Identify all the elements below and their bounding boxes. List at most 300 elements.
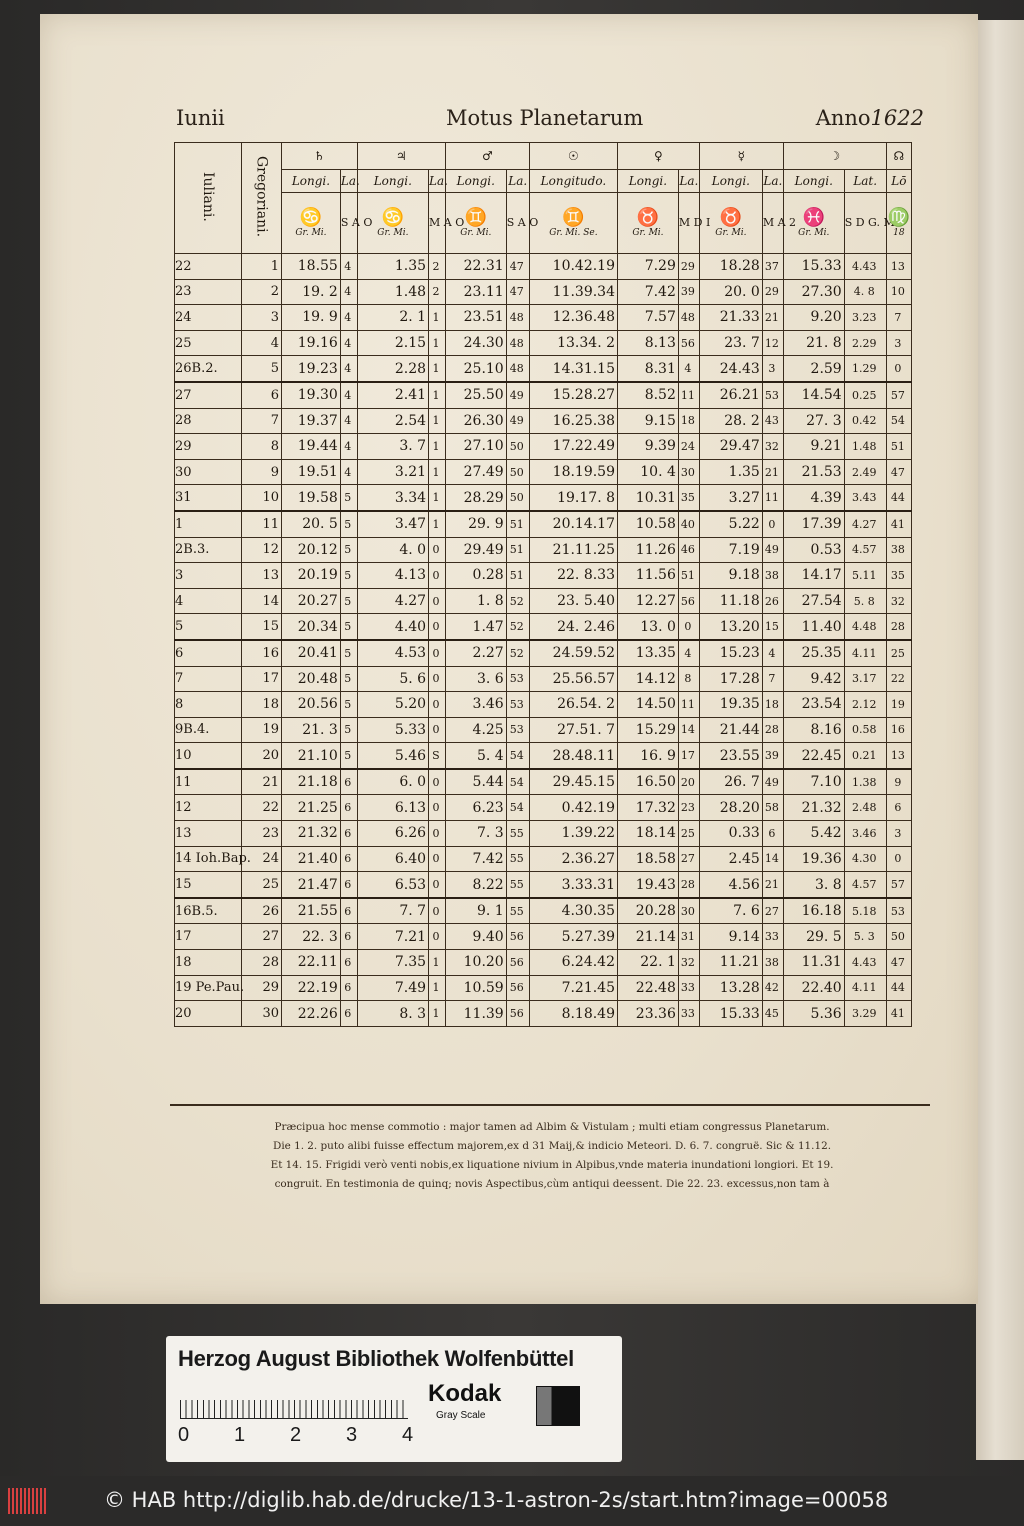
mars-longitude: 27.10	[445, 434, 506, 460]
moon-latitude: 3.17	[844, 666, 886, 692]
mars-latitude: 56	[506, 924, 529, 950]
mars-longitude: 10.59	[445, 975, 506, 1001]
moon-latitude: 1.29	[844, 356, 886, 382]
saturn-latitude: 4	[340, 305, 357, 331]
julian-day: 20	[175, 1001, 242, 1027]
venus-latitude: 20	[678, 769, 699, 795]
node-symbol: ☊	[886, 143, 911, 170]
mars-latitude: 56	[506, 1001, 529, 1027]
ephemeris-body	[175, 254, 912, 1027]
sun-longitude: 21.11.25	[529, 537, 617, 563]
sun-longitude: 22. 8.33	[529, 563, 617, 589]
mars-latitude: 47	[506, 254, 529, 280]
table-row	[175, 511, 912, 537]
mercury-latitude: 49	[762, 769, 783, 795]
gregorian-day: 5	[242, 356, 282, 382]
gregorian-label: Gregoriani.	[253, 155, 270, 237]
node-longitude: 51	[886, 434, 911, 460]
table-row	[175, 588, 912, 614]
table-row	[175, 950, 912, 976]
gregorian-day: 6	[242, 382, 282, 408]
table-row	[175, 537, 912, 563]
venus-latitude: 33	[678, 1001, 699, 1027]
saturn-latitude: 6	[340, 795, 357, 821]
sun-longitude: 8.18.49	[529, 1001, 617, 1027]
jupiter-longitude: 6.53	[357, 872, 428, 898]
table-row	[175, 305, 912, 331]
saturn-longitude: 20.19	[282, 563, 341, 589]
jupiter-latitude: 1	[429, 356, 446, 382]
saturn-latitude: 5	[340, 485, 357, 511]
mars-latitude: 51	[506, 563, 529, 589]
gregorian-day: 13	[242, 563, 282, 589]
saturn-latitude: 5	[340, 563, 357, 589]
jupiter-latitude: 0	[429, 666, 446, 692]
table-row	[175, 924, 912, 950]
moon-longitude: 16.18	[783, 898, 844, 924]
mars-latitude: 48	[506, 330, 529, 356]
saturn-longitude: 21.55	[282, 898, 341, 924]
node-longitude: 16	[886, 717, 911, 743]
mars-longitude: 24.30	[445, 330, 506, 356]
saturn-longitude: 22.26	[282, 1001, 341, 1027]
sun-units: Gr. Mi. Se.	[549, 228, 598, 238]
jupiter-latitude: 0	[429, 898, 446, 924]
node-longitude: 13	[886, 254, 911, 280]
mercury-longitude: 18.28	[699, 254, 762, 280]
mars-latitude: 56	[506, 950, 529, 976]
node-sign-cell	[886, 193, 911, 254]
mars-latitude: 54	[506, 795, 529, 821]
julian-day: 14 Ioh.Bap.	[175, 846, 242, 872]
sun-longitude: 13.34. 2	[529, 330, 617, 356]
sun-longitude: 12.36.48	[529, 305, 617, 331]
saturn-latitude: 5	[340, 692, 357, 718]
sun-longitude: 14.31.15	[529, 356, 617, 382]
mars-latitude: 54	[506, 743, 529, 769]
moon-latitude: 3.23	[844, 305, 886, 331]
mercury-longitude: 1.35	[699, 459, 762, 485]
mercury-longitude: 7.19	[699, 537, 762, 563]
saturn-latitude: 6	[340, 975, 357, 1001]
mercury-longitude: 0.33	[699, 821, 762, 847]
venus-longitude: 10.31	[618, 485, 679, 511]
julian-day: 16B.5.	[175, 898, 242, 924]
table-row	[175, 279, 912, 305]
julian-day: 1	[175, 511, 242, 537]
gregorian-day: 12	[242, 537, 282, 563]
jupiter-latitude: 0	[429, 588, 446, 614]
gregorian-day: 20	[242, 743, 282, 769]
jupiter-longitude: 2.15	[357, 330, 428, 356]
table-row	[175, 563, 912, 589]
julian-day: 23	[175, 279, 242, 305]
saturn-la-label: La.	[340, 170, 357, 193]
mars-longitude: 9.40	[445, 924, 506, 950]
node-longitude: 19	[886, 692, 911, 718]
mars-longitude: 23.51	[445, 305, 506, 331]
mars-symbol: ♂	[445, 143, 529, 170]
moon-symbol: ☽	[783, 143, 886, 170]
node-longitude: 10	[886, 279, 911, 305]
venus-longitude: 8.52	[618, 382, 679, 408]
table-row	[175, 356, 912, 382]
jupiter-latitude: 0	[429, 821, 446, 847]
mars-latitude: 55	[506, 846, 529, 872]
gemini-sign-icon: ♊	[464, 207, 487, 228]
mars-latitude: 51	[506, 537, 529, 563]
saturn-latitude: 4	[340, 459, 357, 485]
mercury-latitude: 21	[762, 459, 783, 485]
node-longitude: 35	[886, 563, 911, 589]
julian-day: 11	[175, 769, 242, 795]
gregorian-day: 10	[242, 485, 282, 511]
jupiter-latitude: 0	[429, 769, 446, 795]
moon-latitude: 0.25	[844, 382, 886, 408]
mars-latitude: 52	[506, 640, 529, 666]
jupiter-latitude: 0	[429, 640, 446, 666]
venus-longitude: 10.58	[618, 511, 679, 537]
moon-latitude: 2.49	[844, 459, 886, 485]
julian-day: 13	[175, 821, 242, 847]
venus-longitude: 23.36	[618, 1001, 679, 1027]
mercury-symbol: ☿	[699, 143, 783, 170]
ruler-tick-mask	[180, 1386, 408, 1400]
table-row	[175, 846, 912, 872]
venus-latitude: 8	[678, 666, 699, 692]
moon-latitude: 3.29	[844, 1001, 886, 1027]
moon-latitude: 2.48	[844, 795, 886, 821]
venus-latitude: 14	[678, 717, 699, 743]
moon-longitude: 22.45	[783, 743, 844, 769]
saturn-latitude: 5	[340, 666, 357, 692]
saturn-longitude: 21.32	[282, 821, 341, 847]
saturn-latitude: 4	[340, 330, 357, 356]
mars-longitude: 26.30	[445, 408, 506, 434]
jupiter-la-label: La.	[429, 170, 446, 193]
mercury-longitude: 20. 0	[699, 279, 762, 305]
saturn-latitude: 6	[340, 846, 357, 872]
mars-latitude: 53	[506, 692, 529, 718]
mars-latitude: 50	[506, 485, 529, 511]
jupiter-longitude: 5. 6	[357, 666, 428, 692]
sun-longitude: 2.36.27	[529, 846, 617, 872]
barcode-icon	[8, 1488, 46, 1514]
moon-latitude: 4. 8	[844, 279, 886, 305]
moon-longitude: 19.36	[783, 846, 844, 872]
venus-latitude: 30	[678, 459, 699, 485]
mercury-longitude: 19.35	[699, 692, 762, 718]
jupiter-latitude: 1	[429, 330, 446, 356]
table-row	[175, 795, 912, 821]
gregorian-day: 11	[242, 511, 282, 537]
node-longitude: 38	[886, 537, 911, 563]
ruler-number: 2	[290, 1424, 302, 1446]
saturn-symbol: ♄	[282, 143, 358, 170]
jupiter-longitude: 3.47	[357, 511, 428, 537]
sun-sign-cell	[529, 193, 617, 254]
jupiter-longitude: 4.53	[357, 640, 428, 666]
venus-latitude: 23	[678, 795, 699, 821]
cancer-sign-icon: ♋	[299, 207, 323, 228]
mercury-latitude: 12	[762, 330, 783, 356]
mars-longitude: 10.20	[445, 950, 506, 976]
mercury-longitude: 13.28	[699, 975, 762, 1001]
sun-longitude: 26.54. 2	[529, 692, 617, 718]
mars-longitude: 25.10	[445, 356, 506, 382]
jupiter-longitude: 2.54	[357, 408, 428, 434]
gregorian-day: 18	[242, 692, 282, 718]
mars-latitude: 54	[506, 769, 529, 795]
mars-latitude: 50	[506, 434, 529, 460]
saturn-longitude: 22.11	[282, 950, 341, 976]
mercury-longitude: 21.33	[699, 305, 762, 331]
mars-longitude: 25.50	[445, 382, 506, 408]
saturn-longitude: 21.40	[282, 846, 341, 872]
jupiter-latitude: 1	[429, 950, 446, 976]
mercury-latitude: 58	[762, 795, 783, 821]
library-label	[166, 1336, 622, 1462]
saturn-latitude: 6	[340, 950, 357, 976]
sun-longitude: 11.39.34	[529, 279, 617, 305]
julian-day: 5	[175, 614, 242, 640]
mercury-latitude: 7	[762, 666, 783, 692]
gregorian-day: 25	[242, 872, 282, 898]
saturn-longitude: 20.56	[282, 692, 341, 718]
mars-latitude: 52	[506, 588, 529, 614]
mercury-longitude: 17.28	[699, 666, 762, 692]
moon-latitude: 4.30	[844, 846, 886, 872]
mercury-ma2: M A 2	[762, 216, 797, 229]
venus-mdi: M D I	[678, 216, 711, 229]
mercury-latitude: 29	[762, 279, 783, 305]
mars-longitude: 22.31	[445, 254, 506, 280]
venus-longitude: 20.28	[618, 898, 679, 924]
moon-longitude: 5.42	[783, 821, 844, 847]
mercury-longitude: 9.14	[699, 924, 762, 950]
year-prefix: Anno	[815, 106, 871, 130]
venus-longitude: 22. 1	[618, 950, 679, 976]
jupiter-longitude: 8. 3	[357, 1001, 428, 1027]
jupiter-longitude: 5.33	[357, 717, 428, 743]
gregorian-day: 4	[242, 330, 282, 356]
moon-longitude: 11.40	[783, 614, 844, 640]
saturn-longitude: 21.25	[282, 795, 341, 821]
table-bottom-rule	[170, 1104, 930, 1106]
moon-lat-label: Lat.	[844, 170, 886, 193]
saturn-latitude: 5	[340, 717, 357, 743]
moon-longitude: 4.39	[783, 485, 844, 511]
venus-longitude: 14.50	[618, 692, 679, 718]
gregorian-day: 22	[242, 795, 282, 821]
ruler-number: 3	[346, 1424, 358, 1446]
venus-latitude: 24	[678, 434, 699, 460]
saturn-latitude: 5	[340, 743, 357, 769]
venus-longitude: 21.14	[618, 924, 679, 950]
jupiter-longitude: 5.46	[357, 743, 428, 769]
venus-latitude: 48	[678, 305, 699, 331]
venus-longitude: 16. 9	[618, 743, 679, 769]
venus-latitude: 25	[678, 821, 699, 847]
footnote-line: congruit. En testimonia de quinq; novis Aspectibus,cùm antiqui deessent. Die 22. 23. excessus,non tam à	[274, 1178, 830, 1190]
moon-latitude: 3.46	[844, 821, 886, 847]
gregorian-day: 23	[242, 821, 282, 847]
node-longitude: 6	[886, 795, 911, 821]
mercury-longitude: 26. 7	[699, 769, 762, 795]
julian-day: 4	[175, 588, 242, 614]
jupiter-latitude: 0	[429, 846, 446, 872]
node-longitude: 47	[886, 950, 911, 976]
node-longitude: 3	[886, 821, 911, 847]
mars-longitude: 27.49	[445, 459, 506, 485]
mars-latitude: 53	[506, 666, 529, 692]
saturn-longitude: 21.18	[282, 769, 341, 795]
julian-column-header	[175, 143, 242, 254]
mercury-latitude: 0	[762, 511, 783, 537]
mars-latitude: 51	[506, 511, 529, 537]
jupiter-longitude: 2.28	[357, 356, 428, 382]
moon-latitude: 0.42	[844, 408, 886, 434]
moon-longitude: 11.31	[783, 950, 844, 976]
mercury-longitude: 26.21	[699, 382, 762, 408]
gregorian-day: 28	[242, 950, 282, 976]
saturn-longitude: 19.16	[282, 330, 341, 356]
saturn-latitude: 6	[340, 924, 357, 950]
venus-latitude: 11	[678, 382, 699, 408]
sign-row	[175, 193, 912, 254]
julian-day: 24	[175, 305, 242, 331]
jupiter-longitude: 1.35	[357, 254, 428, 280]
node-longitude: 7	[886, 305, 911, 331]
mercury-latitude: 53	[762, 382, 783, 408]
jupiter-longitude: 7.35	[357, 950, 428, 976]
venus-longitude: 10. 4	[618, 459, 679, 485]
jupiter-symbol: ♃	[357, 143, 445, 170]
julian-day: 17	[175, 924, 242, 950]
mars-latitude: 55	[506, 872, 529, 898]
venus-latitude: 18	[678, 408, 699, 434]
node-longitude: 32	[886, 588, 911, 614]
mars-sao: S A O	[506, 216, 539, 229]
jupiter-latitude: 1	[429, 511, 446, 537]
jupiter-longitude: 5.20	[357, 692, 428, 718]
table-row	[175, 1001, 912, 1027]
table-row	[175, 692, 912, 718]
mars-longitude: 1. 8	[445, 588, 506, 614]
saturn-longitude: 19.51	[282, 459, 341, 485]
sun-longitude: 6.24.42	[529, 950, 617, 976]
gray-scale-patch	[536, 1386, 580, 1426]
mars-latitude: 52	[506, 614, 529, 640]
jupiter-latitude: 0	[429, 795, 446, 821]
sun-longitudo-label: Longitudo.	[529, 170, 617, 193]
venus-latitude: 56	[678, 588, 699, 614]
venus-longitude: 13.35	[618, 640, 679, 666]
gregorian-day: 27	[242, 924, 282, 950]
library-name: Herzog August Bibliothek Wolfenbüttel	[178, 1346, 574, 1371]
node-longitude: 44	[886, 975, 911, 1001]
moon-longitude: 25.35	[783, 640, 844, 666]
gregorian-day: 7	[242, 408, 282, 434]
venus-latitude: 56	[678, 330, 699, 356]
virgo-sign-icon: ♍	[887, 207, 911, 228]
mercury-longitude: 23. 7	[699, 330, 762, 356]
table-row	[175, 821, 912, 847]
saturn-longitude: 19. 2	[282, 279, 341, 305]
julian-label: Iuliani.	[200, 171, 217, 222]
venus-latitude: 31	[678, 924, 699, 950]
venus-longitude: 22.48	[618, 975, 679, 1001]
mercury-latitude: 6	[762, 821, 783, 847]
gregorian-day: 24	[242, 846, 282, 872]
mercury-latitude: 39	[762, 743, 783, 769]
node-longitude: 25	[886, 640, 911, 666]
venus-longitude: 12.27	[618, 588, 679, 614]
ephemeris-table-wrap	[174, 142, 926, 1087]
moon-longitude: 29. 5	[783, 924, 844, 950]
planet-symbol-row	[175, 143, 912, 170]
mercury-longitude: 7. 6	[699, 898, 762, 924]
julian-day: 22	[175, 254, 242, 280]
mercury-longitude: 9.18	[699, 563, 762, 589]
node-longitude: 57	[886, 382, 911, 408]
page-title: Motus Planetarum	[446, 106, 644, 130]
jupiter-longitude: 4.13	[357, 563, 428, 589]
saturn-longitude: 19.30	[282, 382, 341, 408]
saturn-latitude: 4	[340, 382, 357, 408]
venus-longitude: 7.42	[618, 279, 679, 305]
sun-longitude: 23. 5.40	[529, 588, 617, 614]
node-longitude: 53	[886, 898, 911, 924]
moon-longitude: 21.53	[783, 459, 844, 485]
moon-longitude: 27.54	[783, 588, 844, 614]
moon-longitude: 23.54	[783, 692, 844, 718]
gregorian-day: 2	[242, 279, 282, 305]
moon-latitude: 1.38	[844, 769, 886, 795]
gregorian-column-header	[242, 143, 282, 254]
mars-latitude: 48	[506, 356, 529, 382]
moon-longitude: 27.30	[783, 279, 844, 305]
saturn-latitude: 4	[340, 254, 357, 280]
table-row	[175, 485, 912, 511]
mars-longitude: 3.46	[445, 692, 506, 718]
moon-longitude: 9.42	[783, 666, 844, 692]
mars-longitude: 0.28	[445, 563, 506, 589]
table-row	[175, 434, 912, 460]
jupiter-latitude: 0	[429, 563, 446, 589]
moon-latitude: 4.11	[844, 975, 886, 1001]
table-row	[175, 872, 912, 898]
jupiter-latitude: 1	[429, 434, 446, 460]
mercury-latitude: 21	[762, 305, 783, 331]
sun-longitude: 29.45.15	[529, 769, 617, 795]
table-row	[175, 614, 912, 640]
jupiter-longitude: 3.21	[357, 459, 428, 485]
mercury-longitude: 28.20	[699, 795, 762, 821]
mars-latitude: 56	[506, 975, 529, 1001]
mars-longitude: 5.44	[445, 769, 506, 795]
mercury-longitude: 3.27	[699, 485, 762, 511]
saturn-latitude: 6	[340, 1001, 357, 1027]
moon-latitude: 4.11	[844, 640, 886, 666]
node-longitude: 9	[886, 769, 911, 795]
mercury-longi-label: Longi.	[699, 170, 762, 193]
mars-latitude: 49	[506, 382, 529, 408]
venus-longitude: 7.29	[618, 254, 679, 280]
venus-latitude: 30	[678, 898, 699, 924]
jupiter-longitude: 3.34	[357, 485, 428, 511]
saturn-latitude: 6	[340, 769, 357, 795]
